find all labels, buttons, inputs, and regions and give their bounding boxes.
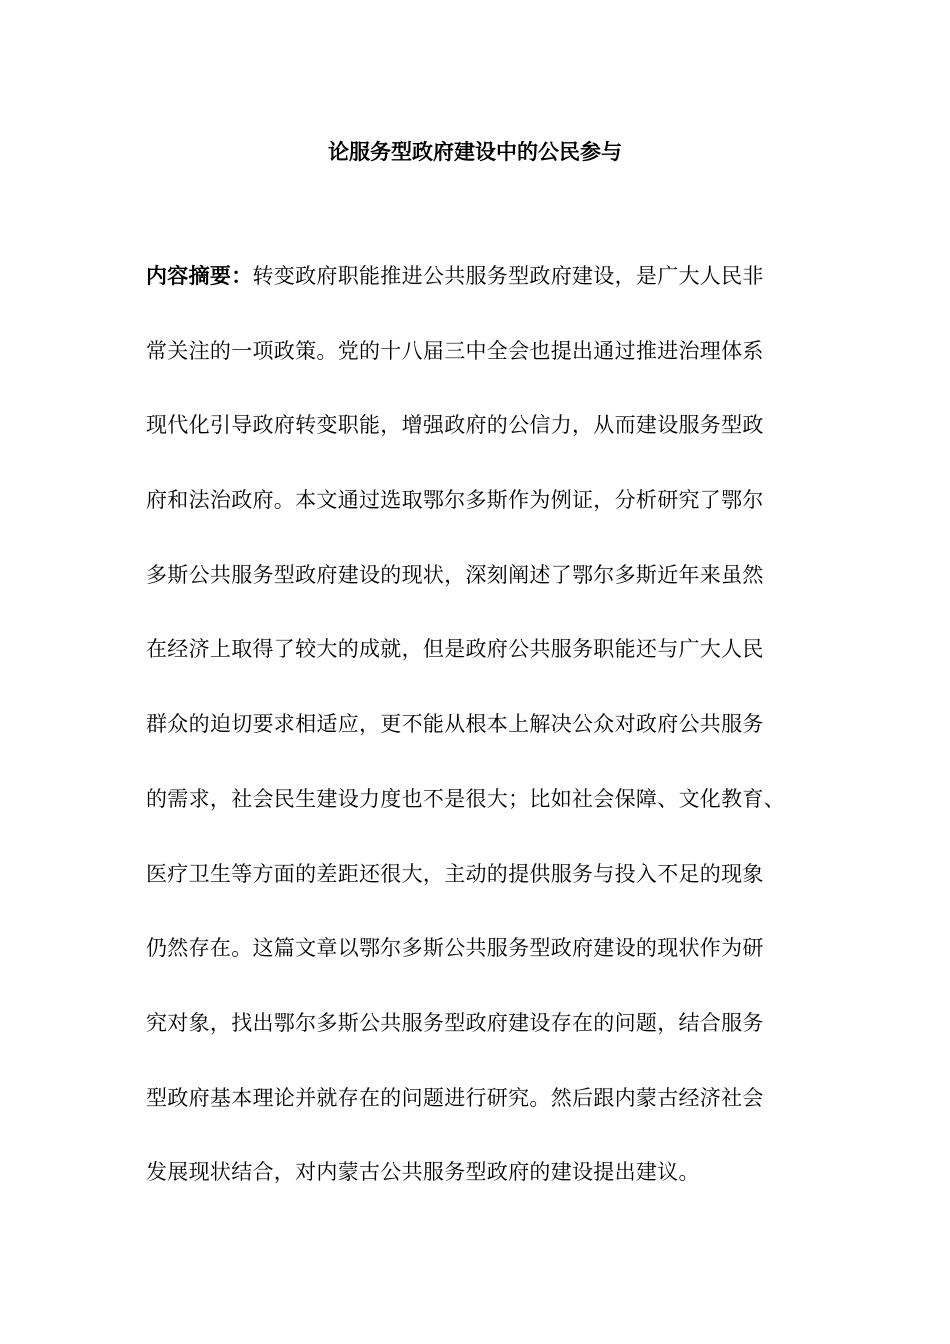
abstract-line-13: 发展现状结合，对内蒙古公共服务型政府的建设提出建议。 <box>146 1160 700 1185</box>
abstract-line-2: 常关注的一项政策。党的十八届三中全会也提出通过推进治理体系 <box>146 338 764 363</box>
abstract-line-10: 仍然存在。这篇文章以鄂尔多斯公共服务型政府建设的现状作为研 <box>146 936 764 961</box>
abstract-line-5: 多斯公共服务型政府建设的现状，深刻阐述了鄂尔多斯近年来虽然 <box>146 562 764 587</box>
abstract-line-text: 转变政府职能推进公共服务型政府建设，是广大人民非 <box>252 264 764 288</box>
document-title: 论服务型政府建设中的公民参与 <box>328 140 622 164</box>
abstract-line-9: 医疗卫生等方面的差距还很大，主动的提供服务与投入不足的现象 <box>146 861 764 886</box>
abstract-line-7: 群众的迫切要求相适应，更不能从根本上解决公众对政府公共服务 <box>146 712 764 737</box>
abstract-section <box>146 258 826 1229</box>
abstract-line-11: 究对象，找出鄂尔多斯公共服务型政府建设存在的问题，结合服务 <box>146 1010 764 1035</box>
abstract-line-8: 的需求，社会民生建设力度也不是很大；比如社会保障、文化教育、 <box>146 786 785 811</box>
abstract-line-6: 在经济上取得了较大的成就，但是政府公共服务职能还与广大人民 <box>146 637 764 662</box>
abstract-line-4: 府和法治政府。本文通过选取鄂尔多斯作为例证，分析研究了鄂尔 <box>146 488 764 513</box>
abstract-line-12: 型政府基本理论并就存在的问题进行研究。然后跟内蒙古经济社会 <box>146 1085 764 1110</box>
abstract-line-3: 现代化引导政府转变职能，增强政府的公信力，从而建设服务型政 <box>146 413 764 438</box>
abstract-label: 内容摘要： <box>146 264 253 288</box>
abstract-line-1 <box>146 258 826 294</box>
